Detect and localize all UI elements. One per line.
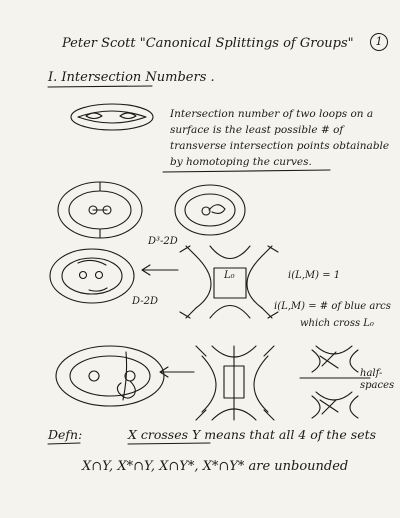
section-heading: I. Intersection Numbers . bbox=[48, 70, 215, 85]
label-d3-2d: D³-2D bbox=[148, 236, 178, 247]
label-half-spaces: half- spaces bbox=[360, 368, 395, 391]
label-i-lm-eq: i(L,M) = # of blue arcs bbox=[274, 301, 391, 312]
definition-sets: X∩Y, X*∩Y, X∩Y*, X*∩Y* are unbounded bbox=[82, 459, 349, 474]
definition-paragraph: Intersection number of two loops on a surface is the least possible # of transverse intersection points obtainable by homotoping the curves. bbox=[170, 108, 390, 168]
label-i-lm-1: i(L,M) = 1 bbox=[288, 270, 341, 281]
definition-heading: Defn: bbox=[48, 427, 83, 442]
label-d-2d: D-2D bbox=[132, 296, 158, 307]
page-title: Peter Scott "Canonical Splittings of Groups" bbox=[62, 36, 354, 51]
page-number: 1 bbox=[370, 33, 388, 51]
label-i-lm-cont: which cross L₀ bbox=[300, 318, 374, 329]
label-L0: L₀ bbox=[224, 270, 235, 281]
definition-body: X crosses Y means that all 4 of the sets bbox=[128, 427, 377, 442]
